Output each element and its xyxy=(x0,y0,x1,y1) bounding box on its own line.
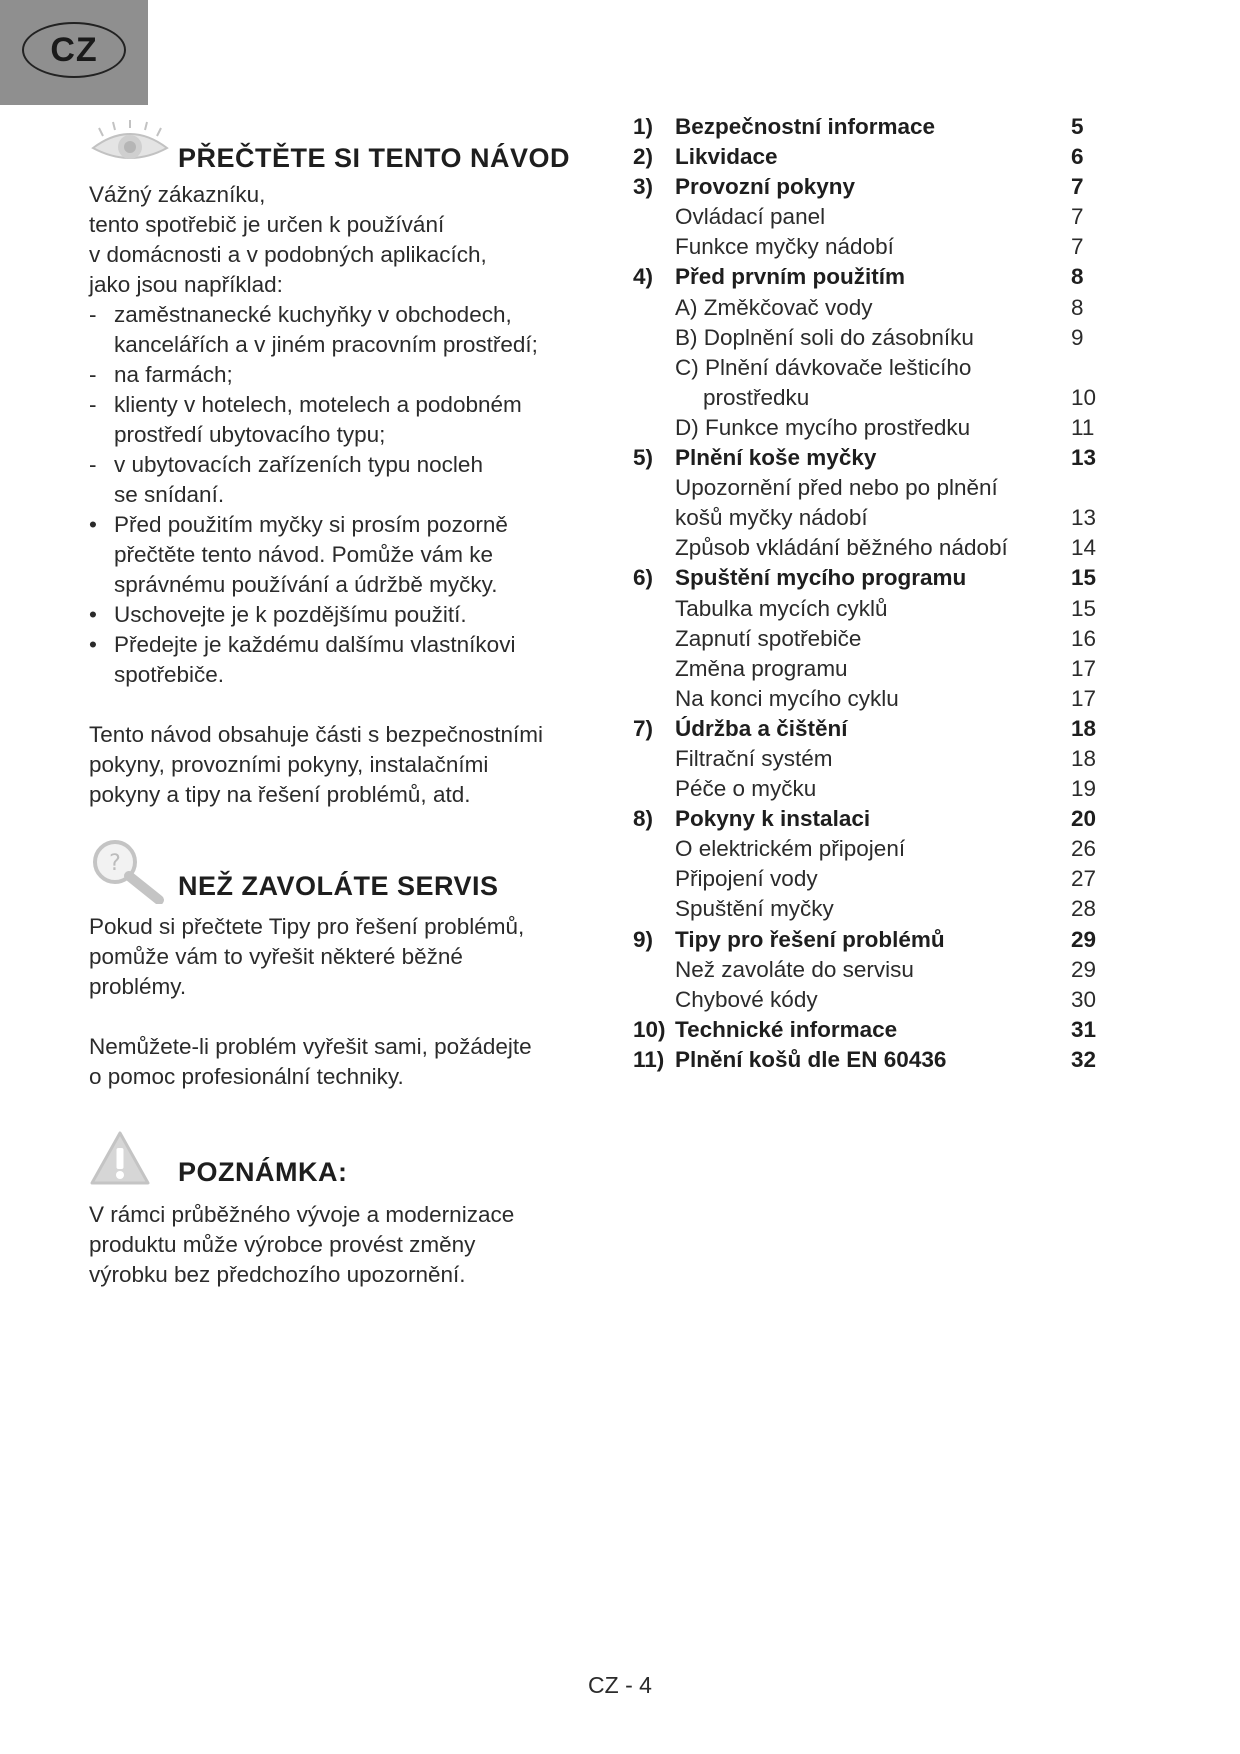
toc-entry-page: 17 xyxy=(1071,685,1097,711)
service-heading: NEŽ ZAVOLÁTE SERVIS xyxy=(178,871,499,901)
toc-entry-title: Bezpečnostní informace xyxy=(675,114,936,139)
toc-entry-page: 13 xyxy=(1071,445,1097,471)
toc-entry-title: Zapnutí spotřebiče xyxy=(675,625,862,651)
toc-entry-page: 16 xyxy=(1071,625,1097,651)
bullet-item: • Předejte je každému dalšímu vlastníkovi spotřebiče. xyxy=(89,632,516,687)
toc-entry xyxy=(633,594,1103,624)
language-tab xyxy=(0,0,148,105)
toc-entry xyxy=(633,172,1103,202)
toc-entry xyxy=(633,1015,1103,1045)
toc-entry-number: 11) xyxy=(633,1046,665,1072)
toc-entry xyxy=(633,323,1103,353)
toc-entry-page: 7 xyxy=(1071,234,1084,260)
toc-entry xyxy=(633,1045,1103,1075)
toc-entry xyxy=(633,533,1103,563)
toc-entry-title: Upozornění před nebo po plnění xyxy=(675,475,998,501)
toc-entry-number: 6) xyxy=(633,565,654,591)
magnifier-question-icon xyxy=(89,838,165,904)
page-number: CZ - 4 xyxy=(588,1672,652,1698)
toc-entry-page: 17 xyxy=(1071,655,1097,681)
dash-item: - zaměstnanecké kuchyňky v obchodech, kancelářích a v jiném pracovním prostředí; xyxy=(89,302,538,357)
toc-entry xyxy=(633,112,1103,142)
toc-entry-title: Pokyny k instalaci xyxy=(675,806,871,832)
toc-entry-page: 14 xyxy=(1071,535,1097,561)
toc-entry-title: Funkce myčky nádobí xyxy=(675,234,894,260)
toc-entry-title: Před prvním použitím xyxy=(675,264,906,290)
toc-entry-page: 8 xyxy=(1071,264,1084,290)
toc-entry-title: prostředku xyxy=(703,384,810,410)
svg-text:?: ? xyxy=(109,851,121,876)
toc-entry-title: Péče o myčku xyxy=(675,776,817,802)
note-heading: POZNÁMKA: xyxy=(178,1157,348,1187)
toc-entry xyxy=(633,383,1103,413)
toc-entry-page: 8 xyxy=(1071,294,1084,320)
read-manual-heading-row xyxy=(89,118,609,174)
toc-entry-title: košů myčky nádobí xyxy=(675,505,868,531)
toc-entry-title: Připojení vody xyxy=(675,866,818,892)
toc-entry-page: 15 xyxy=(1071,565,1097,591)
toc-entry-page: 26 xyxy=(1071,836,1097,862)
toc-entry-title: Spuštění mycího programu xyxy=(675,565,967,591)
language-label: CZ xyxy=(22,22,126,78)
service-body: Pokud si přečtete Tipy pro řešení problémů, pomůže vám to vyřešit některé běžné problémy. Nemůžete-li problém vyřešit sami, požádejte o pomoc profesionální techniky. xyxy=(89,914,532,1089)
toc-entry-page: 9 xyxy=(1071,324,1084,350)
toc-entry-title: B) Doplnění soli do zásobníku xyxy=(675,324,974,350)
toc-entry-number: 2) xyxy=(633,144,654,170)
closing-line: Tento návod obsahuje části s bezpečnostními xyxy=(89,722,544,747)
toc-entry xyxy=(633,834,1103,864)
toc-entry xyxy=(633,443,1103,473)
toc-entry-title: Chybové kódy xyxy=(675,986,818,1012)
toc-entry-number: 7) xyxy=(633,715,654,741)
toc-entry-number: 10) xyxy=(633,1016,666,1042)
toc-entry xyxy=(633,353,1103,383)
toc-entry-page: 11 xyxy=(1071,414,1095,440)
left-column xyxy=(89,118,609,1290)
toc-entry-title: Technické informace xyxy=(675,1016,898,1042)
toc-entry-title: Tabulka mycích cyklů xyxy=(675,595,888,621)
toc-entry-title: A) Změkčovač vody xyxy=(675,294,873,320)
closing-line: pokyny a tipy na řešení problémů, atd. xyxy=(89,782,471,807)
toc-entry xyxy=(633,232,1103,262)
toc-entry-page: 13 xyxy=(1071,505,1097,531)
toc-entry xyxy=(633,473,1103,503)
warning-icon xyxy=(89,1130,151,1186)
intro-line: Vážný zákazníku, xyxy=(89,182,266,207)
toc-entry xyxy=(633,503,1103,533)
service-heading-row xyxy=(89,838,609,902)
toc-entry xyxy=(633,925,1103,955)
toc-entry-title: Než zavoláte do servisu xyxy=(675,956,914,982)
toc-entry-title: Provozní pokyny xyxy=(675,174,856,200)
toc-entry-page: 15 xyxy=(1071,595,1097,621)
toc-entry-number: 8) xyxy=(633,806,654,832)
toc-entry-page: 28 xyxy=(1071,896,1097,922)
toc-entry-number: 5) xyxy=(633,445,654,471)
toc-entry xyxy=(633,744,1103,774)
read-manual-heading: PŘEČTĚTE SI TENTO NÁVOD xyxy=(178,143,571,173)
toc-entry-page: 18 xyxy=(1071,745,1097,771)
toc-entry xyxy=(633,864,1103,894)
toc-entry-title: Likvidace xyxy=(675,144,778,170)
toc-entry-title: C) Plnění dávkovače lešticího xyxy=(675,354,972,380)
toc-entry xyxy=(633,684,1103,714)
toc-entry-page: 32 xyxy=(1071,1046,1097,1072)
dash-item: - v ubytovacích zařízeních typu nocleh se snídaní. xyxy=(89,452,483,507)
toc-entry xyxy=(633,262,1103,292)
toc-entry-page: 20 xyxy=(1071,806,1097,832)
toc-entry-number: 4) xyxy=(633,264,654,290)
bullet-item: • Před použitím myčky si prosím pozorně přečtěte tento návod. Pomůže vám ke správnému používání a údržbě myčky. xyxy=(89,512,508,597)
toc-entry-title: Ovládací panel xyxy=(675,204,826,230)
toc-entry xyxy=(633,563,1103,593)
toc-entry-number: 3) xyxy=(633,174,654,200)
toc-entry xyxy=(633,293,1103,323)
toc-entry xyxy=(633,142,1103,172)
toc-entry-page: 18 xyxy=(1071,715,1097,741)
toc-entry xyxy=(633,804,1103,834)
toc-entry xyxy=(633,624,1103,654)
bullet-item: • Uschovejte je k pozdějšímu použití. xyxy=(89,602,467,627)
eye-icon xyxy=(89,118,171,170)
toc-entry-page: 31 xyxy=(1071,1016,1097,1042)
toc-entry-page: 27 xyxy=(1071,866,1097,892)
toc-entry-title: Způsob vkládání běžného nádobí xyxy=(675,535,1008,561)
toc-entry-title: D) Funkce mycího prostředku xyxy=(675,414,971,440)
closing-line: pokyny, provozními pokyny, instalačními xyxy=(89,752,489,777)
note-heading-row xyxy=(89,1130,609,1188)
dash-item: - klienty v hotelech, motelech a podobném prostředí ubytovacího typu; xyxy=(89,392,522,447)
toc-entry-title: Spuštění myčky xyxy=(675,896,834,922)
dash-item: - na farmách; xyxy=(89,362,233,387)
toc-entry xyxy=(633,202,1103,232)
toc-entry-page: 30 xyxy=(1071,986,1097,1012)
toc-entry-number: 9) xyxy=(633,926,654,952)
toc-entry xyxy=(633,654,1103,684)
table-of-contents xyxy=(633,112,1103,1075)
toc-entry-title: Údržba a čištění xyxy=(675,715,848,741)
toc-entry-page: 7 xyxy=(1071,204,1084,230)
toc-entry-number: 1) xyxy=(633,114,654,139)
toc-entry xyxy=(633,894,1103,924)
toc-entry-title: Tipy pro řešení problémů xyxy=(675,926,945,952)
note-body: V rámci průběžného vývoje a modernizace produktu může výrobce provést změny výrobku bez předchozího upozornění. xyxy=(89,1202,515,1287)
intro-line: tento spotřebič je určen k používání xyxy=(89,212,445,237)
toc-entry xyxy=(633,985,1103,1015)
toc-entry-title: Plnění košů dle EN 60436 xyxy=(675,1046,947,1072)
toc-entry-page: 29 xyxy=(1071,956,1097,982)
intro-line: v domácnosti a v podobných aplikacích, xyxy=(89,242,487,267)
toc-entry-title: Na konci mycího cyklu xyxy=(675,685,899,711)
toc-entry-page: 10 xyxy=(1071,384,1097,410)
toc-entry xyxy=(633,714,1103,744)
toc-entry-title: Filtrační systém xyxy=(675,745,833,771)
toc-entry-page: 19 xyxy=(1071,776,1097,802)
read-manual-body xyxy=(89,180,609,810)
intro-line: jako jsou například: xyxy=(89,272,283,297)
toc-entry-page: 5 xyxy=(1071,114,1084,139)
toc-entry-title: Změna programu xyxy=(675,655,848,681)
toc-entry-page: 7 xyxy=(1071,174,1084,200)
toc-entry-title: O elektrickém připojení xyxy=(675,836,906,862)
toc-entry-title: Plnění koše myčky xyxy=(675,445,877,471)
toc-entry-page: 6 xyxy=(1071,144,1084,170)
toc-entry xyxy=(633,774,1103,804)
toc-entry xyxy=(633,413,1103,443)
toc-entry-page: 29 xyxy=(1071,926,1097,952)
toc-entry xyxy=(633,955,1103,985)
